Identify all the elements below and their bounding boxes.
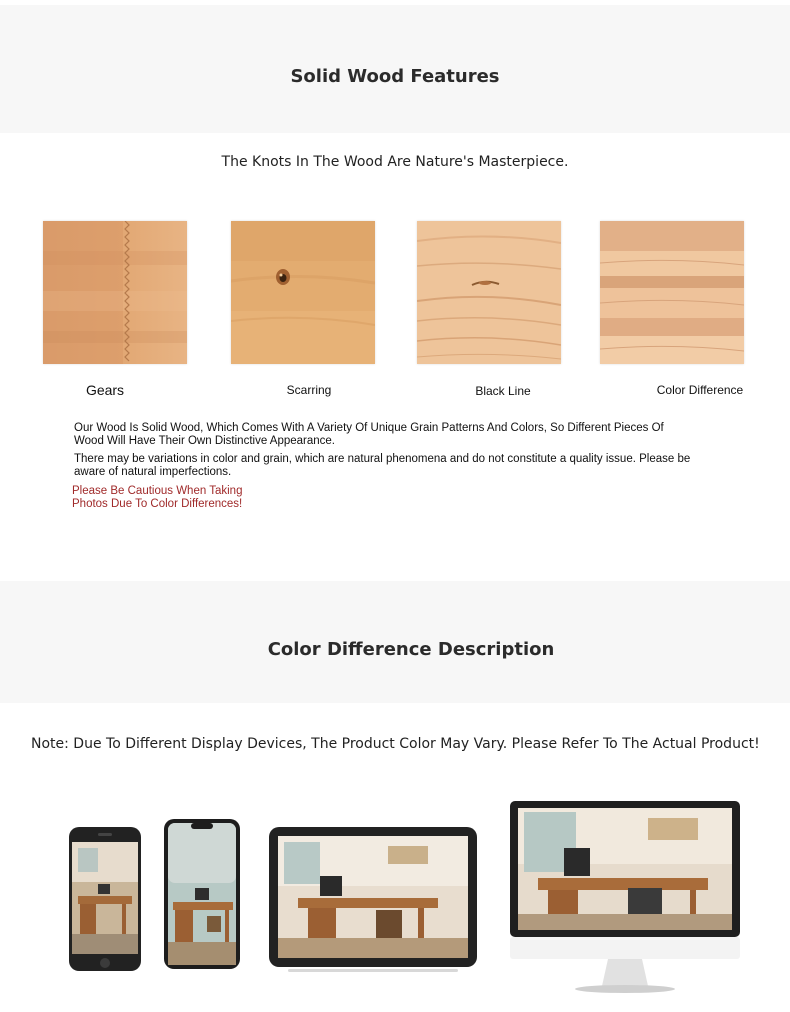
black-line-wood-swatch-icon bbox=[417, 221, 561, 364]
solid-wood-header-band bbox=[0, 5, 790, 133]
caption-gears: Gears bbox=[85, 382, 125, 398]
section-title-2: Color Difference Description bbox=[267, 639, 555, 660]
caption-color-difference: Color Difference bbox=[656, 383, 744, 397]
gears-wood-swatch-icon bbox=[43, 221, 187, 364]
phone-icon bbox=[68, 826, 142, 979]
tablet-icon bbox=[268, 826, 478, 977]
color-warning: Please Be Cautious When Taking Photos Due To Color Differences! bbox=[72, 485, 243, 510]
scarring-wood-swatch-icon bbox=[231, 221, 375, 364]
color-difference-wood-swatch-icon bbox=[600, 221, 744, 364]
color-difference-header-band bbox=[0, 581, 790, 703]
caption-black-line: Black Line bbox=[475, 384, 531, 398]
variation-note: There may be variations in color and grain, which are natural phenomena and do not constitute a quality issue. Please be aware of natural imperfections. bbox=[74, 453, 691, 478]
smartphone-icon bbox=[163, 818, 241, 977]
desktop-monitor-icon bbox=[508, 800, 742, 1001]
display-note: Note: Due To Different Display Devices, The Product Color May Vary. Please Refer To The Actual Product! bbox=[31, 736, 760, 752]
section-title: Solid Wood Features bbox=[290, 66, 500, 87]
wood-description: Our Wood Is Solid Wood, Which Comes With A Variety Of Unique Grain Patterns And Colors, So Different Pieces Of Wood Will Have Their Own Distinctive Appearance. bbox=[74, 422, 664, 447]
section-subtitle: The Knots In The Wood Are Nature's Masterpiece. bbox=[221, 154, 569, 170]
caption-scarring: Scarring bbox=[286, 383, 332, 397]
